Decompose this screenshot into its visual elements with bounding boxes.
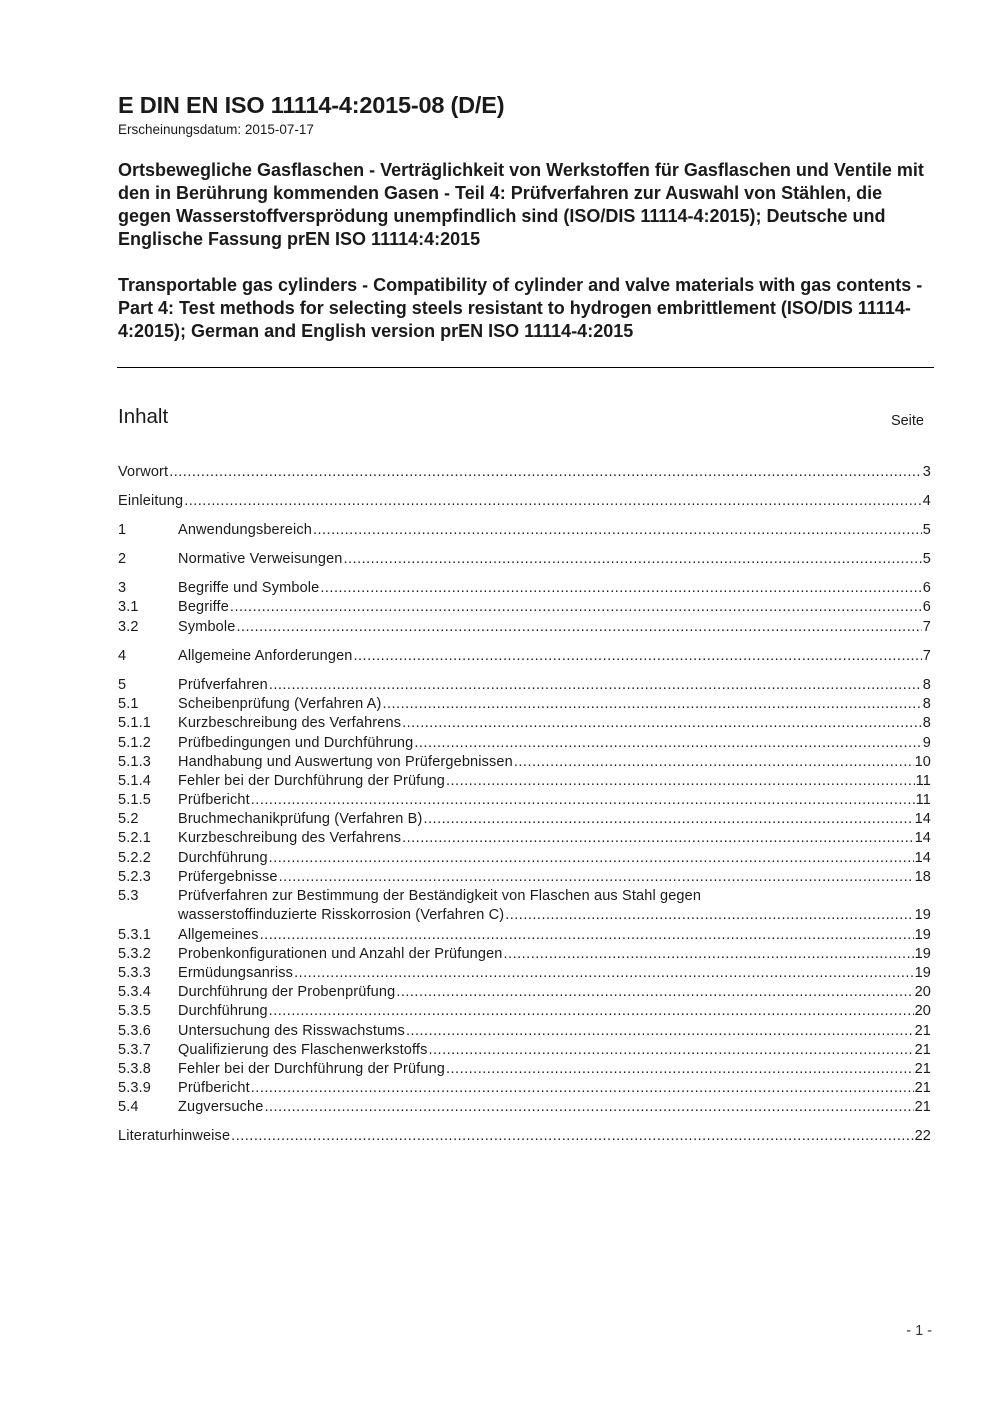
- toc-entry-title: Anwendungsbereich: [178, 522, 312, 538]
- toc-entry-title: Ermüdungsanriss: [178, 965, 294, 981]
- toc-entry-page: 19: [914, 965, 931, 981]
- toc-dot-leader: [279, 868, 914, 887]
- toc-entry[interactable]: [118, 849, 931, 868]
- toc-entry[interactable]: [118, 753, 931, 772]
- toc-entry-title: Prüfverfahren zur Bestimmung der Beständigkeit von Flaschen aus Stahl gegen: [178, 888, 702, 904]
- toc-entry-number: 5.1.1: [118, 715, 151, 731]
- toc-entry[interactable]: [118, 1079, 931, 1098]
- toc-entry[interactable]: [118, 810, 931, 829]
- toc-dot-leader: [231, 1127, 913, 1146]
- toc-entry[interactable]: [118, 791, 931, 810]
- toc-entry-page: 6: [922, 580, 931, 596]
- toc-dot-leader: [428, 1041, 913, 1060]
- toc-dot-leader: [294, 964, 913, 983]
- toc-entry-page: 21: [914, 1061, 931, 1077]
- toc-dot-leader: [414, 734, 921, 753]
- toc-entry-title: Fehler bei der Durchführung der Prüfung: [178, 1061, 445, 1077]
- toc-dot-leader: [514, 753, 914, 772]
- toc-entry-number: 5.1.5: [118, 792, 151, 808]
- toc-entry-page: 4: [922, 493, 931, 509]
- toc-entry-number: 5.1.4: [118, 773, 151, 789]
- toc-entry[interactable]: [118, 695, 931, 714]
- toc-entry[interactable]: [118, 492, 931, 511]
- toc-entry-page: 19: [914, 946, 931, 962]
- toc-entry-page: 3: [922, 464, 931, 480]
- toc-entry[interactable]: [118, 1060, 931, 1079]
- document-id: E DIN EN ISO 11114-4:2015-08 (D/E): [118, 92, 505, 118]
- toc-dot-leader: [382, 695, 921, 714]
- toc-entry-title: Durchführung: [178, 850, 268, 866]
- toc-entry-number: 3.2: [118, 619, 139, 635]
- toc-entry-title-continued: wasserstoffinduzierte Risskorrosion (Verfahren C): [178, 907, 505, 923]
- toc-entry-title: Probenkonfigurationen und Anzahl der Prüfungen: [178, 946, 503, 962]
- toc-entry-title: Symbole: [178, 619, 236, 635]
- toc-heading: Inhalt: [118, 405, 169, 428]
- toc-dot-leader: [446, 1060, 914, 1079]
- toc-entry-title: Prüfverfahren: [178, 677, 268, 693]
- toc-entry-title: Einleitung: [118, 493, 184, 509]
- toc-entry-number: 5.3.7: [118, 1042, 151, 1058]
- toc-entry[interactable]: [118, 676, 931, 695]
- toc-entry-number: 5.3.9: [118, 1080, 151, 1096]
- toc-entry-number: 2: [118, 551, 127, 567]
- toc-entry-continuation[interactable]: [178, 906, 931, 925]
- toc-entry-number: 5.3: [118, 888, 139, 904]
- toc-dot-leader: [251, 1079, 914, 1098]
- toc-entry[interactable]: [118, 463, 931, 482]
- toc-entry-number: 5.2.1: [118, 830, 151, 846]
- toc-entry-page: 5: [922, 551, 931, 567]
- toc-entry-number: 5.1.2: [118, 735, 151, 751]
- toc-dot-leader: [169, 463, 922, 482]
- toc-entry[interactable]: [118, 926, 931, 945]
- toc-entry-number: 5: [118, 677, 127, 693]
- toc-entry-page: 11: [915, 792, 931, 808]
- toc-dot-leader: [264, 1098, 913, 1117]
- toc-entry-page: 9: [922, 735, 931, 751]
- toc-entry-title: Prüfergebnisse: [178, 869, 278, 885]
- toc-entry-title: Durchführung der Probenprüfung: [178, 984, 396, 1000]
- toc-entry-title: Allgemeine Anforderungen: [178, 648, 353, 664]
- toc-entry-title: Bruchmechanikprüfung (Verfahren B): [178, 811, 423, 827]
- toc-dot-leader: [236, 618, 921, 637]
- toc-entry-page: 14: [914, 830, 931, 846]
- toc-entry-number: 5.3.1: [118, 927, 151, 943]
- toc-entry[interactable]: [118, 618, 931, 637]
- toc-entry-number: 5.3.5: [118, 1003, 151, 1019]
- toc-dot-leader: [269, 849, 914, 868]
- toc-entry[interactable]: [118, 647, 931, 666]
- toc-entry-number: 5.1: [118, 696, 139, 712]
- toc-entry[interactable]: [118, 964, 931, 983]
- toc-entry[interactable]: [118, 734, 931, 753]
- toc-entry-page: 20: [914, 984, 931, 1000]
- toc-entry[interactable]: [118, 550, 931, 569]
- toc-entry-page: 14: [914, 811, 931, 827]
- toc-page-column-label: Seite: [890, 413, 924, 429]
- toc-entry-page: 7: [922, 619, 931, 635]
- title-english: Transportable gas cylinders - Compatibility of cylinder and valve materials with gas contents - Part 4: Test methods for selecting steels resistant to hydrogen embrittlement (ISO/DIS 11114-4:2015); German and English version prEN ISO 11114-4:2015: [118, 275, 923, 341]
- toc-entry-page: 21: [914, 1080, 931, 1096]
- toc-dot-leader: [396, 983, 913, 1002]
- toc-entry-title: Qualifizierung des Flaschenwerkstoffs: [178, 1042, 428, 1058]
- toc-entry[interactable]: [118, 983, 931, 1002]
- toc-entry-page: 8: [922, 696, 931, 712]
- toc-dot-leader: [230, 598, 922, 617]
- toc-entry[interactable]: [118, 1041, 931, 1060]
- toc-entry-number: 5.3.6: [118, 1023, 151, 1039]
- page-number: - 1 -: [906, 1323, 932, 1339]
- toc-entry[interactable]: [118, 521, 931, 540]
- toc-dot-leader: [504, 945, 914, 964]
- toc-entry-title: Durchführung: [178, 1003, 268, 1019]
- toc-entry-number: 5.2: [118, 811, 139, 827]
- toc-entry-number: 1: [118, 522, 127, 538]
- toc-entry-number: 5.1.3: [118, 754, 151, 770]
- toc-entry[interactable]: [118, 772, 931, 791]
- toc-dot-leader: [320, 579, 921, 598]
- toc-entry-page: 6: [922, 599, 931, 615]
- toc-dot-leader: [423, 810, 913, 829]
- toc-entry-title: Vorwort: [118, 464, 169, 480]
- toc-entry[interactable]: [118, 598, 931, 617]
- toc-entry-page: 8: [922, 715, 931, 731]
- toc-entry-page: 19: [914, 907, 931, 923]
- toc-dot-leader: [354, 647, 922, 666]
- toc-entry-number: 4: [118, 648, 127, 664]
- toc-entry-title: Kurzbeschreibung des Verfahrens: [178, 830, 402, 846]
- toc-dot-leader: [402, 714, 922, 733]
- toc-entry-title: Literaturhinweise: [118, 1128, 231, 1144]
- toc-entry-page: 5: [922, 522, 931, 538]
- toc-entry[interactable]: [118, 1127, 931, 1146]
- toc-entry-number: 5.3.8: [118, 1061, 151, 1077]
- toc-entry-page: 10: [914, 754, 931, 770]
- toc-dot-leader: [402, 829, 913, 848]
- toc-entry-page: 21: [914, 1042, 931, 1058]
- toc-entry-page: 19: [914, 927, 931, 943]
- toc-entry[interactable]: [118, 945, 931, 964]
- toc-entry[interactable]: [118, 714, 931, 733]
- title-divider: [117, 367, 934, 368]
- toc-entry-title: Zugversuche: [178, 1099, 264, 1115]
- toc-entry-number: 3: [118, 580, 127, 596]
- toc-entry-title: Normative Verweisungen: [178, 551, 343, 567]
- toc-entry-page: 22: [914, 1128, 931, 1144]
- toc-dot-leader: [505, 906, 913, 925]
- toc-entry-title: Fehler bei der Durchführung der Prüfung: [178, 773, 445, 789]
- toc-entry-page: 8: [922, 677, 931, 693]
- toc-entry-number: 5.3.3: [118, 965, 151, 981]
- toc-entry-number: 5.2.3: [118, 869, 151, 885]
- toc-entry-title: Handhabung und Auswertung von Prüfergebnissen: [178, 754, 513, 770]
- toc-entry-title: Begriffe: [178, 599, 229, 615]
- toc-entry-number: 5.3.4: [118, 984, 151, 1000]
- toc-dot-leader: [406, 1022, 914, 1041]
- toc-entry-page: 21: [914, 1099, 931, 1115]
- toc-entry-title: Prüfbericht: [178, 792, 250, 808]
- toc-entry[interactable]: [118, 579, 931, 598]
- toc-entry-title: Prüfbedingungen und Durchführung: [178, 735, 414, 751]
- toc-entry-title: Kurzbeschreibung des Verfahrens: [178, 715, 402, 731]
- toc-entry[interactable]: [118, 829, 931, 848]
- toc-dot-leader: [446, 772, 915, 791]
- toc-entry[interactable]: [118, 868, 931, 887]
- toc-entry-page: 7: [922, 648, 931, 664]
- toc-entry-number: 5.4: [118, 1099, 139, 1115]
- toc-dot-leader: [269, 1002, 914, 1021]
- toc-entry-title: Begriffe und Symbole: [178, 580, 320, 596]
- toc-dot-leader: [260, 926, 914, 945]
- toc-entry-title: Allgemeines: [178, 927, 259, 943]
- toc-entry-number: 3.1: [118, 599, 139, 615]
- toc-entry[interactable]: [118, 1022, 931, 1041]
- toc-entry-number: 5.2.2: [118, 850, 151, 866]
- toc-entry-number: 5.3.2: [118, 946, 151, 962]
- toc-dot-leader: [344, 550, 922, 569]
- publication-date: Erscheinungsdatum: 2015-07-17: [118, 122, 314, 137]
- toc-entry-title: Prüfbericht: [178, 1080, 250, 1096]
- toc-entry[interactable]: [118, 1098, 931, 1117]
- toc-entry-title: Untersuchung des Risswachstums: [178, 1023, 405, 1039]
- toc-entry-page: 18: [914, 869, 931, 885]
- toc-entry-title: Scheibenprüfung (Verfahren A): [178, 696, 382, 712]
- toc-entry-page: 20: [914, 1003, 931, 1019]
- toc-dot-leader: [184, 492, 922, 511]
- toc-dot-leader: [313, 521, 922, 540]
- toc-entry-page: 14: [914, 850, 931, 866]
- toc-entry-page: 11: [915, 773, 931, 789]
- toc-dot-leader: [269, 676, 922, 695]
- title-german: Ortsbewegliche Gasflaschen - Verträglichkeit von Werkstoffen für Gasflaschen und Ventile mit den in Berührung kommenden Gasen - Teil 4: Prüfverfahren zur Auswahl von Stählen, die gegen Wasserstoffversprödung unempfindlich sind (ISO/DIS 11114-4:2015); Deutsche und Englische Fassung prEN ISO 11114:4:2015: [118, 160, 924, 249]
- toc-dot-leader: [251, 791, 915, 810]
- toc-entry-page: 21: [914, 1023, 931, 1039]
- toc-entry[interactable]: [118, 887, 931, 906]
- toc-entry[interactable]: [118, 1002, 931, 1021]
